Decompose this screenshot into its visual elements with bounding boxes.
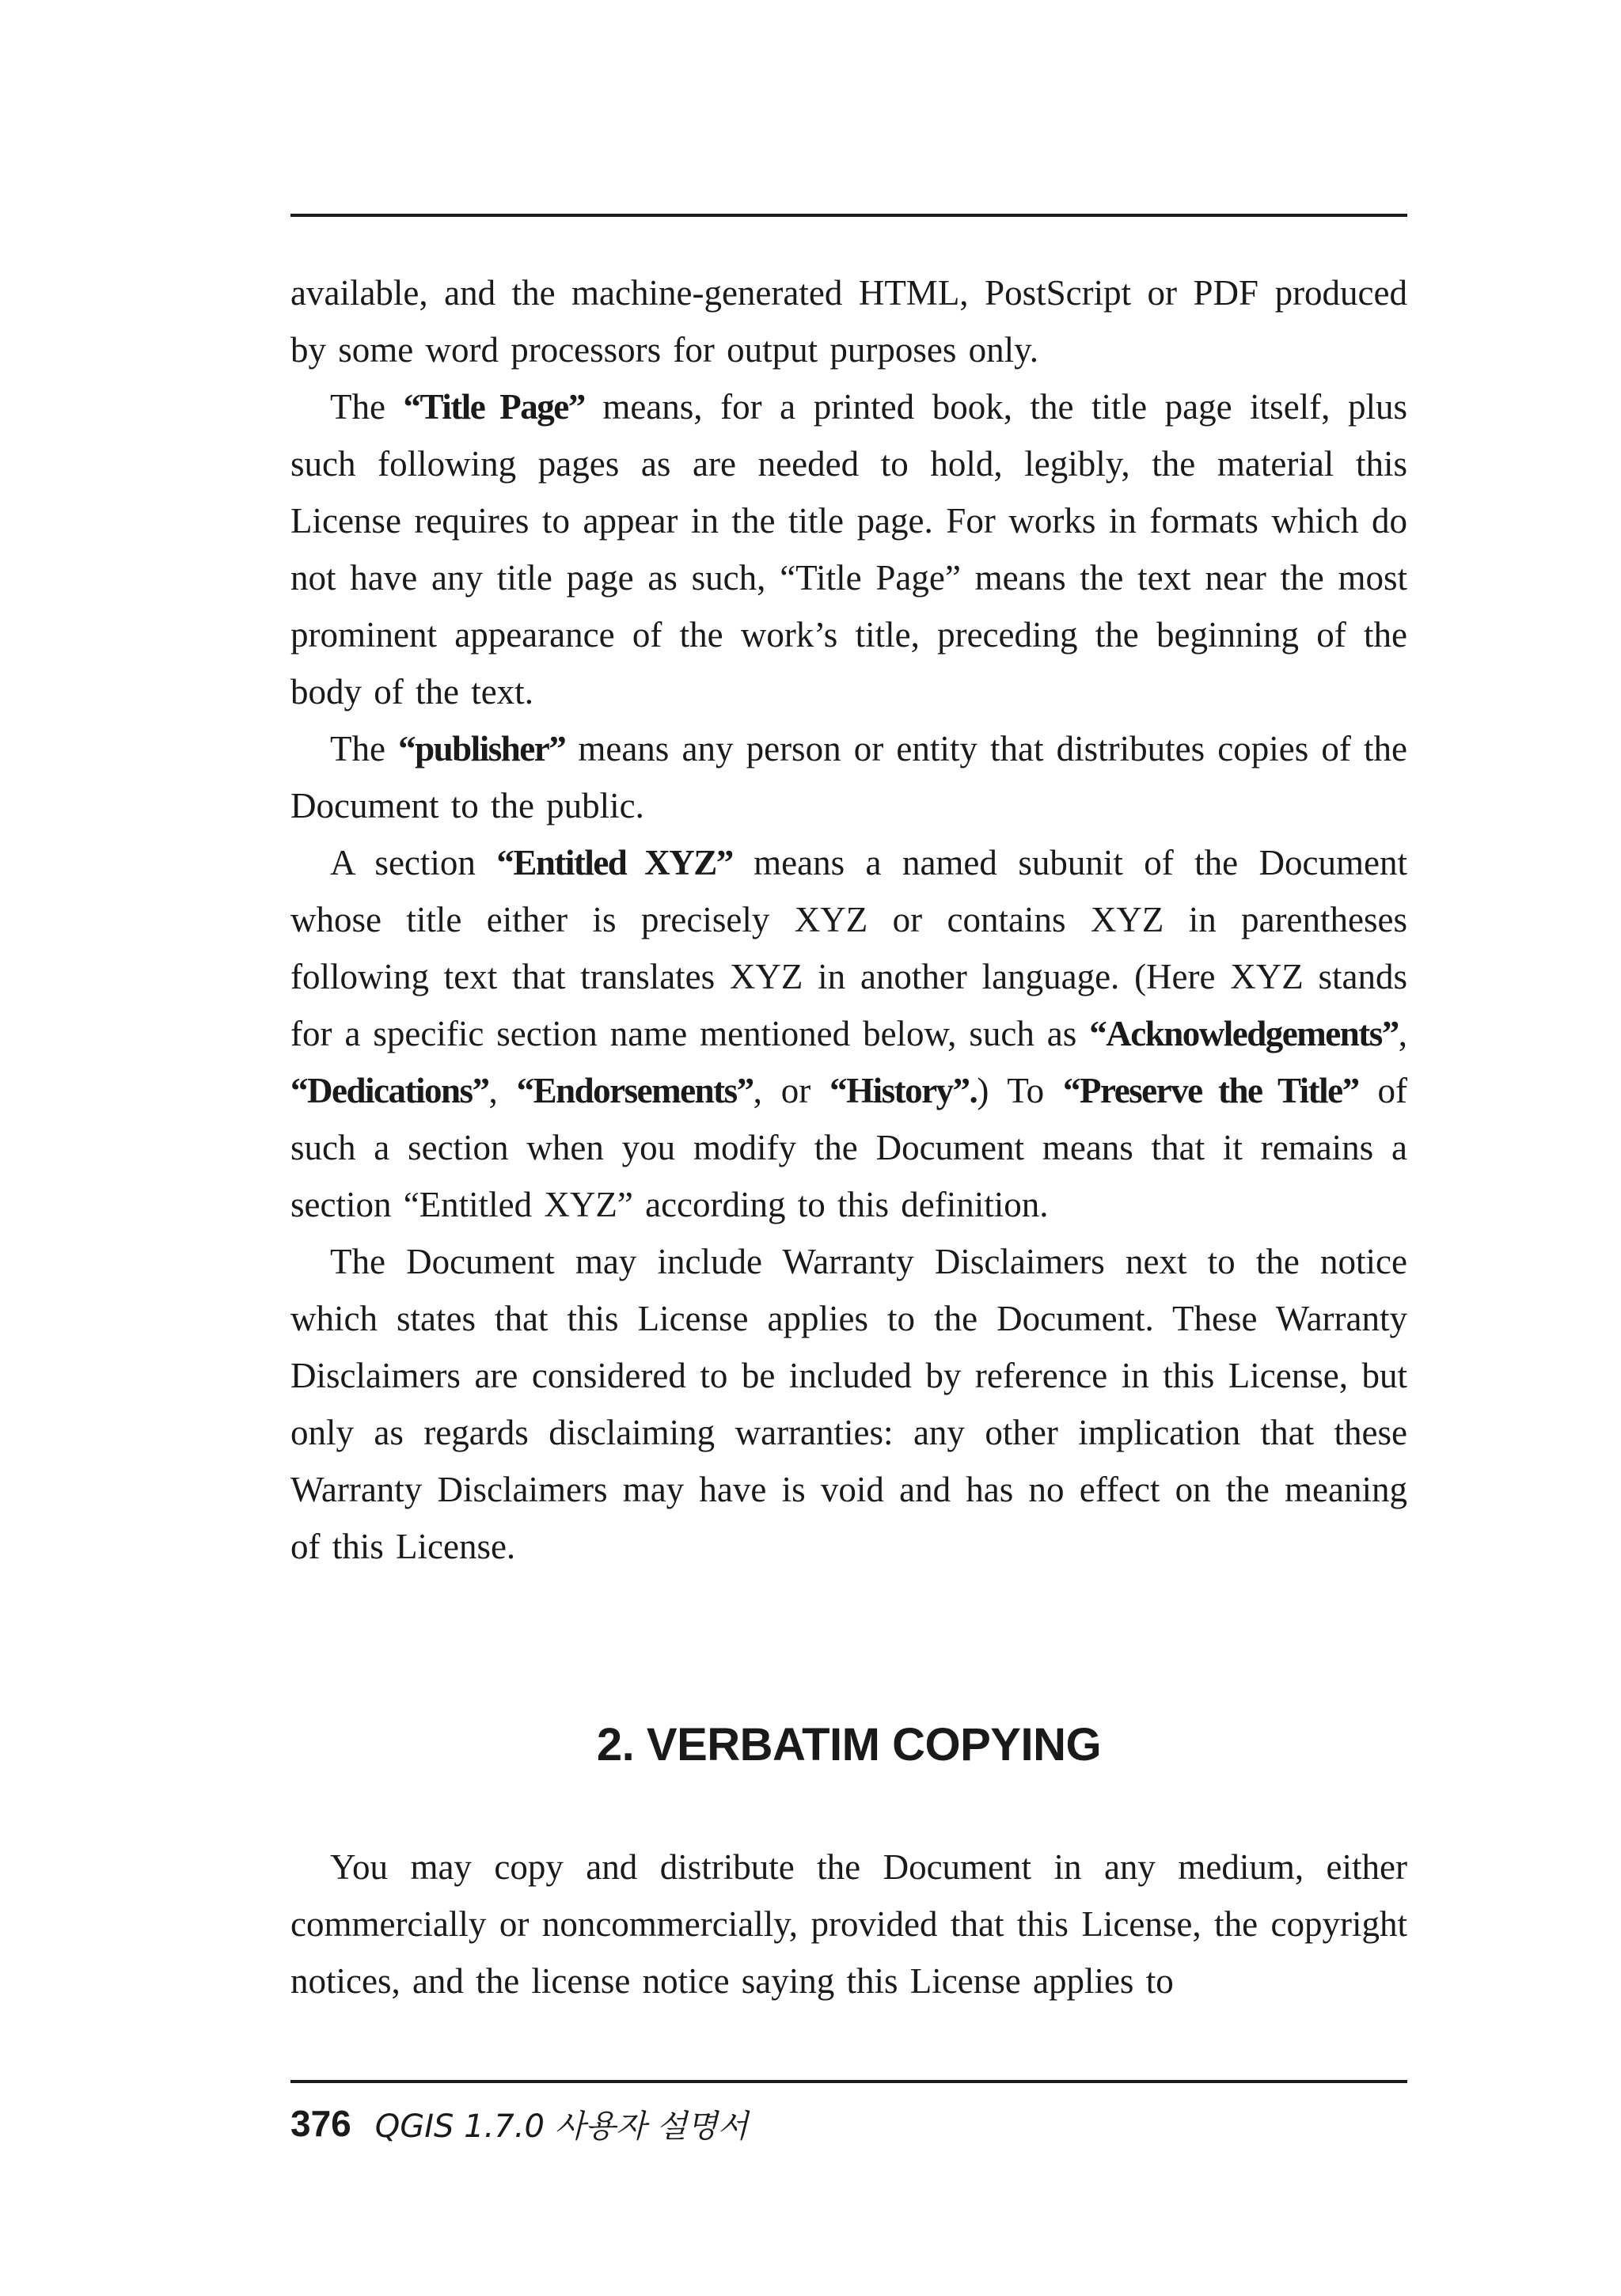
- text-run: The: [330, 387, 404, 427]
- text-run: ,: [1398, 1014, 1407, 1053]
- paragraph-publisher: [290, 720, 1407, 834]
- page-number: 376: [290, 2103, 351, 2144]
- text-run: ) To: [977, 1071, 1064, 1110]
- text-run: means a named subunit of the Document whose title either is precisely XYZ or contains XYZ in parentheses following text that translates XYZ in another language. (Here XYZ stands for a specific section name mentioned below, such as: [290, 843, 1407, 1053]
- text-run: , or: [753, 1071, 830, 1110]
- term-entitled-xyz: “Entitled XYZ”: [496, 843, 733, 882]
- term-dedications: “Dedications”: [290, 1071, 489, 1110]
- header-rule: [290, 214, 1407, 217]
- body-text: [290, 264, 1407, 1575]
- term-title-page: “Title Page”: [403, 387, 585, 427]
- text-run: means any person or entity that distributes copies of the Document to the public.: [290, 729, 1408, 825]
- paragraph-title-page: [290, 378, 1407, 720]
- running-title: QGIS 1.7.0 사용자 설명서: [374, 2108, 749, 2145]
- paragraph-continuation: available, and the machine-generated HTML, PostScript or PDF produced by some word processors for output purposes only.: [290, 273, 1407, 370]
- term-endorsements: “Endorsements”: [516, 1071, 754, 1110]
- paragraph-verbatim-copying: You may copy and distribute the Document in any medium, either commercially or noncommercially, provided that this License, the copyright notices, and the license notice saying this License applies to: [290, 1847, 1407, 2001]
- text-run: ,: [488, 1071, 517, 1110]
- text-run: means, for a printed book, the title page itself, plus such following pages as are needed to hold, legibly, the material this License requires to appear in the title page. For works in formats which do not have any title page as such, “Title Page” means the text near the most prominent appearance of the work’s title, preceding the beginning of the body of the text.: [290, 387, 1407, 712]
- page-footer: [290, 2088, 748, 2159]
- term-publisher: “publisher”: [398, 729, 566, 768]
- term-history: “History”.: [829, 1071, 978, 1110]
- text-run: of such a section when you modify the Document means that it remains a section “Entitled XYZ” according to this definition.: [290, 1071, 1407, 1224]
- text-run: The: [330, 729, 399, 768]
- term-preserve-the-title: “Preserve the Title”: [1063, 1071, 1359, 1110]
- paragraph-warranty-disclaimers: The Document may include Warranty Disclaimers next to the notice which states that this License applies to the Document. These Warranty Disclaimers are considered to be included by reference in this License, but only as regards disclaiming warranties: any other implication that these Warranty Disclaimers may have is void and has no effect on the meaning of this License.: [290, 1242, 1407, 1566]
- section-heading: 2. VERBATIM COPYING: [596, 1719, 1102, 1770]
- section2-text: [290, 1839, 1407, 2009]
- term-acknowledgements: “Acknowledgements”: [1089, 1014, 1399, 1053]
- paragraph-entitled-xyz: [290, 834, 1407, 1233]
- footer-rule: [290, 2080, 1407, 2083]
- text-run: A section: [330, 843, 497, 882]
